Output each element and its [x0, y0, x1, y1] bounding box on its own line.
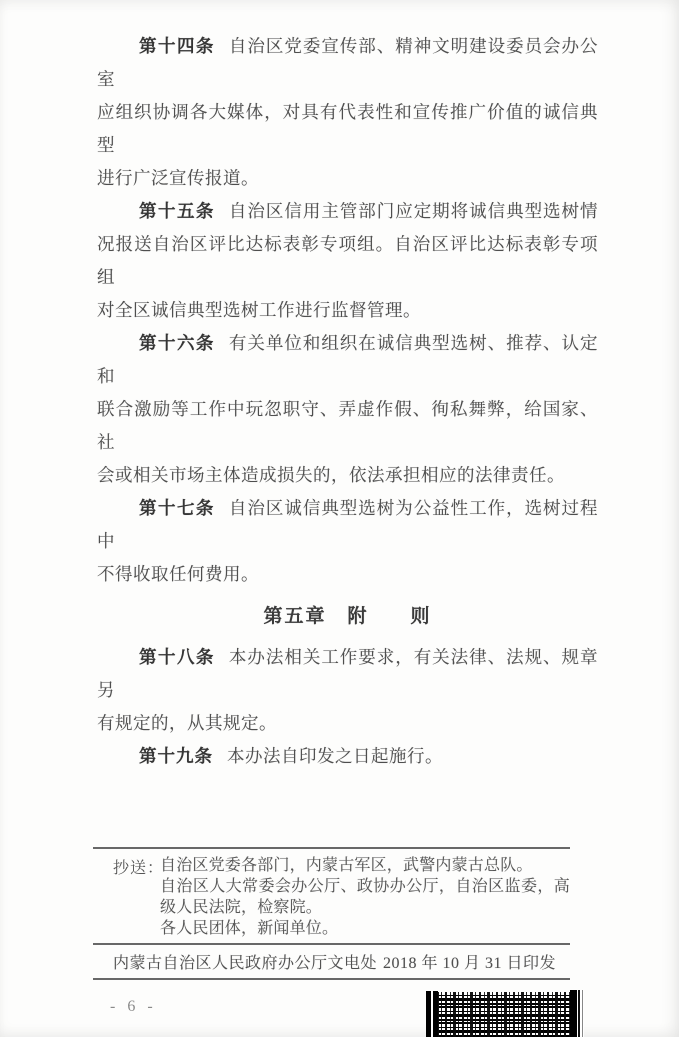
text-line: 对全区诚信典型选树工作进行监督管理。 [97, 300, 421, 320]
issuer-name: 内蒙古自治区人民政府办公厅文电处 [113, 955, 378, 972]
page-number: - 6 - [110, 998, 157, 1015]
article-text: 自治区诚信典型选树为公益性工作，选树过程中 [97, 498, 599, 551]
text-line [97, 492, 598, 558]
article-19 [97, 740, 598, 773]
text-line [97, 740, 598, 773]
cc-line: 自治区人大常委会办公厅、政协办公厅，自治区监委，高 [160, 878, 570, 895]
article-16 [97, 327, 598, 492]
article-17 [97, 492, 598, 591]
horizontal-rule-bottom [93, 978, 570, 980]
text-line [97, 641, 598, 707]
text-line: 不得收取任何费用。 [97, 564, 259, 584]
text-line: 联合激励等工作中玩忽职守、弄虚作假、徇私舞弊，给国家、社 [97, 399, 598, 452]
text-line: 有规定的，从其规定。 [97, 713, 277, 733]
cc-line: 级人民法院，检察院。 [160, 899, 323, 916]
cc-line: 自治区党委各部门，内蒙古军区，武警内蒙古总队。 [160, 857, 533, 874]
print-date: 2018 年 10 月 31 日印发 [382, 955, 556, 972]
article-text: 有关单位和组织在诚信典型选树、推荐、认定和 [97, 333, 599, 386]
article-14 [97, 30, 598, 195]
article-number: 第十四条 [139, 36, 215, 56]
text-line: 应组织协调各大媒体，对具有代表性和宣传推广价值的诚信典型 [97, 102, 598, 155]
article-number: 第十九条 [139, 746, 213, 766]
text-line: 进行广泛宣传报道。 [97, 168, 259, 188]
chapter-heading: 第五章 附 则 [263, 606, 432, 627]
text-line [97, 30, 598, 96]
article-text: 本办法相关工作要求，有关法律、法规、规章另 [97, 647, 599, 700]
article-number: 第十六条 [139, 333, 215, 353]
page-footer [0, 980, 679, 1037]
text-line [97, 195, 598, 228]
barcode-icon [428, 992, 580, 1037]
text-line [97, 327, 598, 393]
article-text: 本办法自印发之日起施行。 [227, 746, 443, 766]
cc-section [93, 849, 570, 943]
imprint-row [93, 945, 570, 978]
article-text: 自治区党委宣传部、精神文明建设委员会办公室 [97, 36, 599, 89]
article-number: 第十五条 [139, 201, 215, 221]
article-number: 第十七条 [139, 498, 215, 518]
article-18 [97, 641, 598, 740]
article-15 [97, 195, 598, 327]
text-line: 会或相关市场主体造成损失的，依法承担相应的法律责任。 [97, 465, 565, 485]
cc-line: 各人民团体，新闻单位。 [160, 920, 339, 937]
text-line: 况报送自治区评比达标表彰专项组。自治区评比达标表彰专项组 [97, 234, 598, 287]
article-text: 自治区信用主管部门应定期将诚信典型选树情 [228, 201, 599, 221]
imprint-box [93, 847, 570, 980]
article-number: 第十八条 [139, 647, 215, 667]
horizontal-rule-middle [93, 943, 570, 945]
cc-label: 抄送： [113, 860, 165, 877]
